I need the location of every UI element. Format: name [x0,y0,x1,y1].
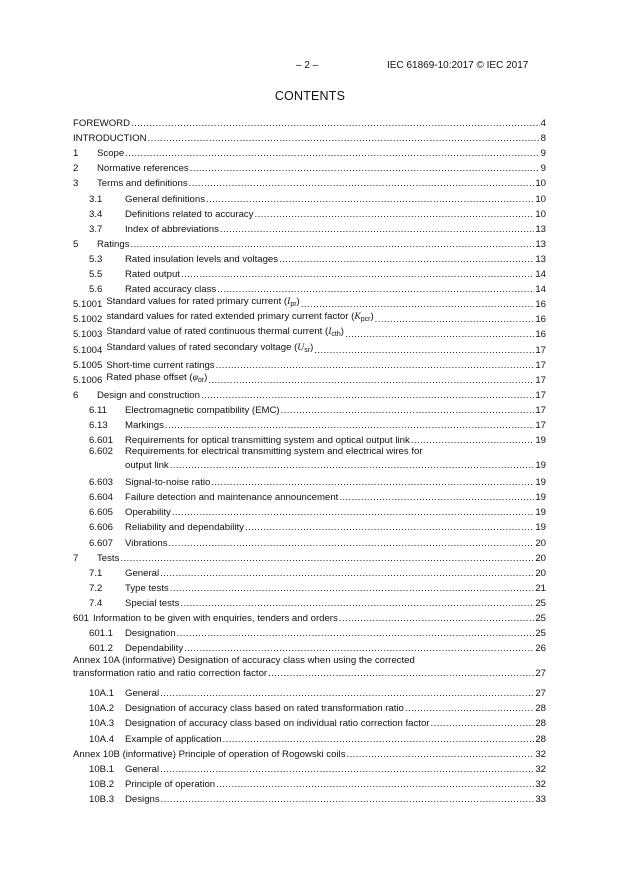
toc-section-number: 6.607 [89,537,114,549]
toc-entry-tests-general[interactable] [73,564,546,579]
toc-entry-tests[interactable] [73,549,546,564]
toc-page-number: 9 [540,163,546,175]
toc-entry-text: Designs [125,793,160,805]
toc-section-number: 5.1006 [73,374,103,386]
toc-page-number: 13 [535,238,546,250]
toc-section-number: 601 [73,613,90,624]
dot-leader [223,734,535,745]
toc-entry-text-continued: output link [125,460,169,472]
dot-leader [217,284,534,295]
toc-entry-ratings[interactable] [73,235,546,250]
toc-entry-text: Rated output [125,269,180,281]
toc-section-number: 10B.2 [89,778,115,790]
toc-section-number: 5.5 [89,269,103,281]
toc-page-number: 17 [535,389,546,401]
toc-page-number: 19 [535,522,546,534]
toc-page-number: 25 [535,613,546,624]
toc-entry-rated-accuracy-class[interactable] [73,280,546,295]
toc-entry-short-time-current[interactable] [73,356,546,371]
toc-section-number: 7.1 [89,567,103,579]
toc-entry-text: Standard values of rated secondary voltage $(U_{sr})$ [106,341,314,354]
symbol: I [328,326,332,338]
toc-section-number: 5.3 [89,253,103,265]
dot-leader [160,764,534,775]
toc-entry-secondary-voltage[interactable] [73,340,546,355]
toc-page-number: 4 [540,118,546,130]
dot-leader [160,688,534,699]
toc-entry-index-of-abbreviations[interactable] [73,220,546,235]
toc-entry-text: Tests [97,552,120,564]
dot-leader [181,269,534,280]
toc-entry-signal-to-noise-ratio[interactable] [73,473,546,488]
toc-page-number: 19 [535,492,546,504]
toc-page-number: 17 [535,359,546,371]
symbol: K [354,311,361,323]
toc-page-number: 28 [535,733,546,745]
toc-page-number: 26 [535,643,546,655]
dot-leader [148,133,540,144]
dot-leader [180,598,534,609]
dot-leader [208,375,534,386]
toc-page-number: 17 [535,404,546,416]
toc-entry-text: Designation of accuracy class based on rated transformation ratio [125,703,404,715]
toc-page-number: 10 [535,193,546,205]
page-number: – 2 – [296,60,319,71]
dot-leader [301,299,535,310]
dot-leader [161,794,535,805]
toc-entry-annex-10a-rated-ratio[interactable] [73,699,546,714]
toc-entry-text: Markings [125,419,164,431]
toc-entry-text: Vibrations [125,537,168,549]
toc-page-number: 32 [535,748,546,760]
toc-entry-text: Standard values for rated primary current $(I_{pr})$ [106,296,300,309]
toc-entry-text-continued: transformation ratio and ratio correction factor [73,668,268,680]
toc-section-number: 1 [73,148,79,160]
toc-entry-text: Operability [125,507,171,519]
toc-entry-extended-primary-current-factor[interactable] [73,310,546,325]
toc-entry-operability[interactable] [73,503,546,518]
toc-section-number: 5.1003 [73,329,103,341]
dot-leader [279,254,534,265]
symbol: I [287,296,291,308]
toc-entry-text: Principle of operation [125,778,216,790]
toc-entry-text: Designation of accuracy class based on individual ratio correction factor [125,718,430,730]
toc-page-number: 8 [540,133,546,145]
toc-section-number: 6.606 [89,522,114,534]
toc-entry-text: FOREWORD [73,118,131,130]
toc-page-number: 10 [535,178,546,190]
toc-entry-text: Reliability and dependability [125,522,244,534]
toc-section-number: 3 [73,178,79,190]
dot-leader [206,194,534,205]
dot-leader [184,643,534,654]
toc-section-number: 10A.1 [89,688,115,700]
toc-section-number: 10B.1 [89,763,115,775]
toc-entry-reliability[interactable] [73,518,546,533]
toc-section-number: 6.11 [89,404,107,416]
toc-entry-optical-transmitting-system[interactable] [73,431,546,446]
toc-entry-annex-10a[interactable] [73,654,546,684]
toc-entry-annex-10a-correction-factor[interactable] [73,714,546,729]
toc-entry-vibrations[interactable] [73,533,546,548]
toc-section-number: 7.4 [89,597,103,609]
toc-entry-text: Rated phase offset $(\varphi_{or})$ [106,371,208,384]
toc-section-number: 2 [73,163,79,175]
toc-page-number: 13 [535,253,546,265]
dot-leader [172,507,534,518]
symbol: φ [192,371,198,383]
toc-entry-text: Design and construction [97,389,200,401]
toc-entry-markings[interactable] [73,416,546,431]
toc-entry-annex-10b-general[interactable] [73,760,546,775]
toc-page-number: 14 [535,269,546,281]
contents-title: CONTENTS [274,89,346,103]
toc-entry-annex-10a-example[interactable] [73,729,546,744]
toc-entry-rated-phase-offset[interactable] [73,371,546,386]
toc-entry-text: Normative references [97,163,189,175]
toc-entry-text: Index of abbreviations [125,223,219,235]
symbol: U [297,341,305,353]
dot-leader [431,718,535,729]
dot-leader [339,613,535,624]
symbol-subscript: cth [331,331,341,339]
toc-entry-text: Ratings [97,238,130,250]
dot-leader [170,583,535,594]
dot-leader [216,360,535,371]
toc-page-number: 19 [535,435,546,447]
toc-entry-text: General definitions [125,193,205,205]
toc-entry-rated-primary-current[interactable] [73,295,546,310]
toc-entry-text: INTRODUCTION [73,133,147,145]
dot-leader [220,224,534,235]
dot-leader [125,148,539,159]
dot-leader [177,628,535,639]
toc-page-number: 28 [535,718,546,730]
dot-leader [216,779,534,790]
toc-entry-text: General [125,763,160,775]
toc-section-number: 3.4 [89,208,103,220]
toc-section-number: 6.602 [89,446,114,458]
dot-leader [345,329,534,340]
toc-page-number: 9 [540,148,546,160]
toc-entry-text: Special tests [125,597,180,609]
toc-entry-text: Signal-to-noise ratio [125,477,211,489]
toc-entry-normative-references[interactable] [73,159,546,174]
toc-page-number: 27 [535,688,546,700]
toc-entry-text: Electromagnetic compatibility (EMC) [125,404,280,416]
toc-page-number: 21 [535,582,546,594]
dot-leader [160,568,534,579]
toc-entry-continuous-thermal-current[interactable] [73,325,546,340]
toc-section-number: 6.605 [89,507,114,519]
toc-section-number: 5.1001 [73,299,103,311]
toc-entry-text: Requirements for electrical transmitting system and electrical wires for [125,446,423,458]
toc-entry-designation[interactable] [73,624,546,639]
toc-entry-enquiries-tenders-orders[interactable] [73,609,546,624]
toc-entry-annex-10b-principle[interactable] [73,775,546,790]
toc-section-number: 6.13 [89,419,108,431]
toc-section-number: 5.1005 [73,359,103,371]
toc-page-number: 14 [535,284,546,296]
toc-entry-text: Rated insulation levels and voltages [125,253,279,265]
toc-entry-dependability[interactable] [73,639,546,654]
symbol-subscript: or [197,376,205,384]
toc-section-number: 5.1004 [73,344,103,356]
dot-leader [255,209,535,220]
toc-section-number: 3.7 [89,223,103,235]
toc-page-number: 25 [535,597,546,609]
dot-leader [190,163,540,174]
toc-page-number: 20 [535,567,546,579]
toc-entry-failure-detection[interactable] [73,488,546,503]
table-of-contents [73,114,546,805]
dot-leader [131,118,540,129]
toc-section-number: 601.2 [89,643,114,655]
dot-leader [131,239,535,250]
toc-page-number: 20 [535,537,546,549]
toc-page-number: 33 [535,793,546,805]
toc-entry-emc[interactable] [73,401,546,416]
symbol-subscript: pr [290,301,297,309]
toc-page-number: 32 [535,778,546,790]
toc-entry-text: Scope [97,148,125,160]
dot-leader [120,553,534,564]
dot-leader [405,703,534,714]
toc-page-number: 16 [535,314,546,326]
toc-section-number: 5 [73,238,79,250]
toc-section-number: 10A.3 [89,718,115,730]
toc-page-number: 17 [535,419,546,431]
dot-leader [268,668,534,679]
toc-entry-text: Rated accuracy class [125,284,217,296]
toc-entry-text: Standard value of rated continuous thermal current $(I_{cth})$ [106,326,344,339]
toc-entry-special-tests[interactable] [73,594,546,609]
toc-section-number: 6.604 [89,492,114,504]
dot-leader [165,420,534,431]
toc-entry-text: General [125,688,160,700]
toc-section-number: 5.1002 [73,314,103,326]
dot-leader [211,477,534,488]
dot-leader [245,522,534,533]
toc-page-number: 10 [535,208,546,220]
toc-entry-text: Example of application [125,733,222,745]
toc-entry-text: standard values for rated extended primary current factor $(K_{pcr})$ [106,311,374,324]
toc-entry-text: Type tests [125,582,169,594]
toc-entry-annex-10b-designs[interactable] [73,790,546,805]
dot-leader [189,178,535,189]
toc-entry-design-and-construction[interactable] [73,386,546,401]
dot-leader [170,460,535,471]
toc-page-number: 19 [535,507,546,519]
toc-entry-rated-insulation-levels[interactable] [73,250,546,265]
dot-leader [347,749,535,760]
toc-entry-rated-output[interactable] [73,265,546,280]
dot-leader [411,435,535,446]
dot-leader [375,314,535,325]
dot-leader [314,345,534,356]
toc-page-number: 16 [535,299,546,311]
toc-section-number: 7 [73,552,79,564]
toc-entry-text: Definitions related to accuracy [125,208,254,220]
toc-entry-definitions-accuracy[interactable] [73,205,546,220]
toc-section-number: 3.1 [89,193,103,205]
toc-entry-scope[interactable] [73,144,546,159]
symbol-subscript: sr [304,346,311,354]
dot-leader [169,538,535,549]
toc-page-number: 25 [535,628,546,640]
toc-entry-text: Short-time current ratings [106,359,215,371]
toc-page-number: 20 [535,552,546,564]
toc-entry-annex-10b[interactable] [73,745,546,760]
toc-entry-text: Annex 10A (informative) Designation of accuracy class when using the corrected [73,655,415,667]
dot-leader [281,405,535,416]
toc-section-number: 5.6 [89,284,103,296]
standard-reference: IEC 61869-10:2017 © IEC 2017 [387,60,529,71]
toc-entry-type-tests[interactable] [73,579,546,594]
toc-page-number: 17 [535,374,546,386]
toc-entry-text: General [125,567,160,579]
toc-entry-text: Requirements for optical transmitting system and optical output link [125,435,410,447]
toc-section-number: 10A.2 [89,703,115,715]
toc-entry-general-definitions[interactable] [73,189,546,204]
toc-entry-text: Annex 10B (informative) Principle of operation of Rogowski coils [73,748,346,760]
toc-entry-terms-and-definitions[interactable] [73,174,546,189]
toc-page-number: 19 [535,460,546,472]
toc-section-number: 6.603 [89,477,114,489]
toc-entry-text: Terms and definitions [97,178,188,190]
toc-section-number: 10A.4 [89,733,115,745]
toc-section-number: 6 [73,389,79,401]
toc-section-number: 10B.3 [89,793,115,805]
toc-page-number: 27 [535,668,546,680]
toc-page-number: 19 [535,477,546,489]
toc-section-number: 6.601 [89,435,114,447]
toc-page-number: 16 [535,329,546,341]
toc-entry-foreword[interactable] [73,114,546,129]
toc-entry-introduction[interactable] [73,129,546,144]
toc-section-number: 7.2 [89,582,103,594]
toc-entry-text: Designation [125,628,176,640]
toc-page-number: 32 [535,763,546,775]
dot-leader [339,492,534,503]
toc-page-number: 17 [535,344,546,356]
toc-entry-text: Information to be given with enquiries, tenders and orders [93,613,338,624]
toc-page-number: 28 [535,703,546,715]
toc-entry-text: Dependability [125,643,184,655]
dot-leader [201,390,534,401]
toc-entry-annex-10a-general[interactable] [73,684,546,699]
toc-entry-text: Failure detection and maintenance announcement [125,492,339,504]
symbol-subscript: pcr [360,316,371,324]
toc-section-number: 601.1 [89,628,114,640]
toc-page-number: 13 [535,223,546,235]
toc-entry-electrical-transmitting-system[interactable] [73,446,546,473]
